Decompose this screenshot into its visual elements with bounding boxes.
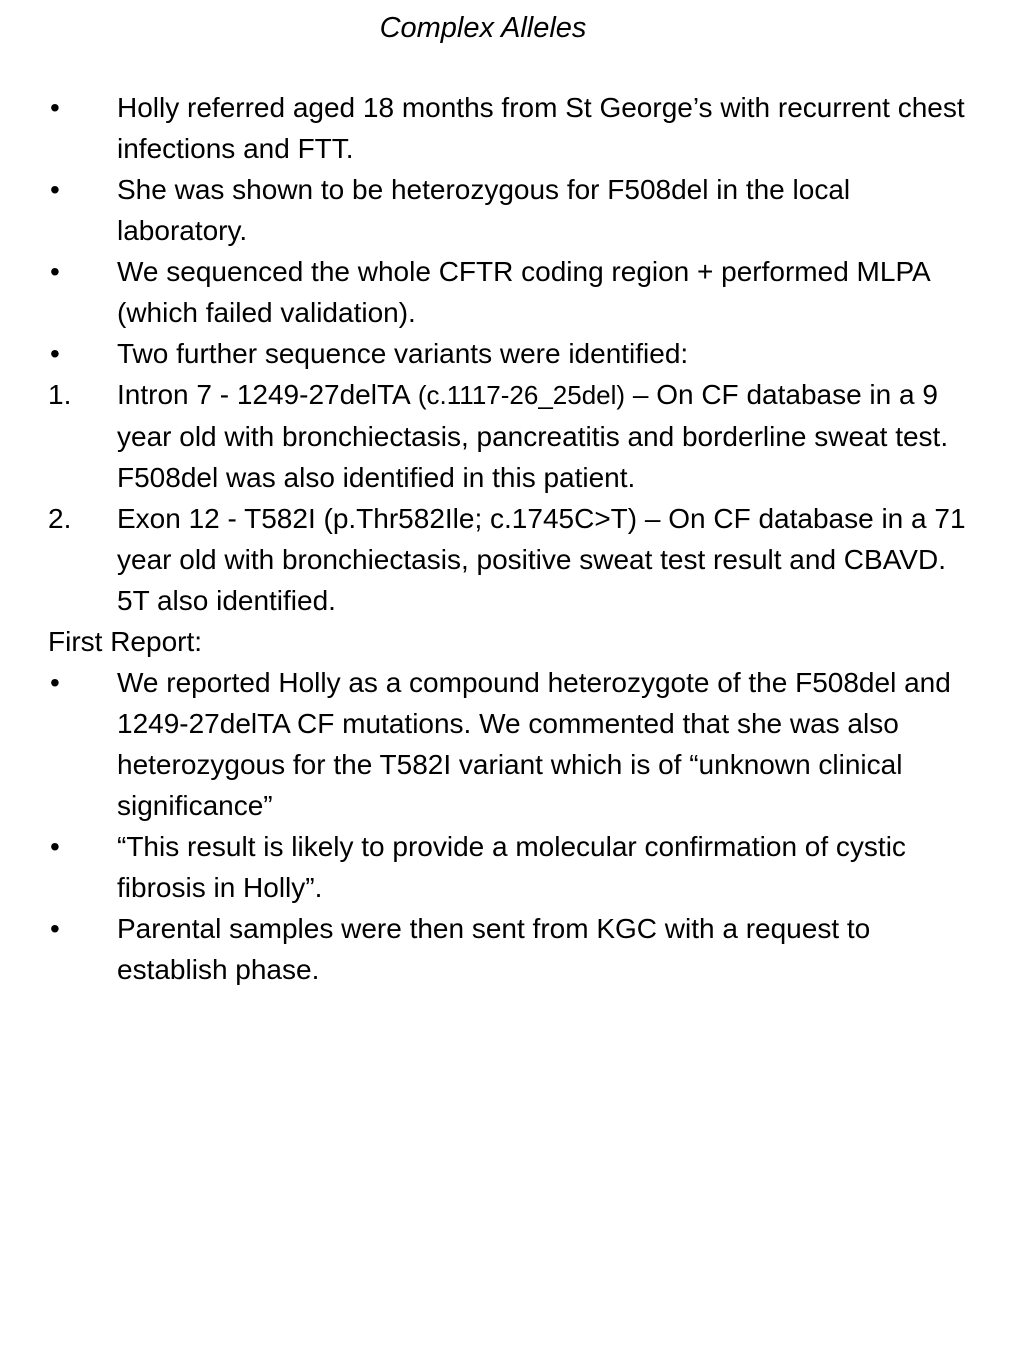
bullet-marker: • [50,338,60,369]
bullet-item [48,826,978,908]
bullet-text: She was shown to be heterozygous for F508del in the local laboratory. [117,174,851,246]
numbered-item [48,498,978,621]
bullet-text: Holly referred aged 18 months from St George’s with recurrent chest infections and FTT. [117,92,965,164]
section-heading [48,621,978,662]
bullet-item [48,908,978,990]
bullet-item [48,662,978,826]
bullet-item [48,251,978,333]
bullet-item [48,87,978,169]
bullet-marker: • [50,174,60,205]
variant-name: Intron 7 - 1249-27delTA [117,379,411,410]
numbered-text: Exon 12 - T582I (p.Thr582Ile; c.1745C>T) – On CF database in a 71 year old with bronchiectasis, positive sweat test result and CBAVD. 5T also identified. [117,503,966,616]
bullet-marker: • [50,667,60,698]
bullet-text: We sequenced the whole CFTR coding region + performed MLPA (which failed validation). [117,256,930,328]
bullet-marker: • [50,913,60,944]
number-marker: 1. [48,379,72,410]
bullet-marker: • [50,256,60,287]
bullet-text: Two further sequence variants were identified: [117,338,689,369]
slide-body [48,87,978,990]
bullet-item [48,333,978,374]
section-heading-text: First Report: [48,626,203,657]
variant-description: – On CF database in a 9 year old with bronchiectasis, pancreatitis and borderline sweat test. F508del was also identified in this patient. [117,379,949,493]
bullet-text: Parental samples were then sent from KGC with a request to establish phase. [117,913,871,985]
bullet-marker: • [50,831,60,862]
bullet-item [48,169,978,251]
bullet-text: We reported Holly as a compound heterozygote of the F508del and 1249-27delTA CF mutations. We commented that she was also heterozygous for the T582I variant which is of “unknown clinical significance” [117,667,951,821]
bullet-marker: • [50,92,60,123]
slide-title: Complex Alleles [379,12,587,44]
numbered-item [48,374,978,498]
number-marker: 2. [48,503,72,534]
variant-hgvs: (c.1117-26_25del) [410,380,626,410]
bullet-text: “This result is likely to provide a molecular confirmation of cystic fibrosis in Holly”. [117,831,906,903]
